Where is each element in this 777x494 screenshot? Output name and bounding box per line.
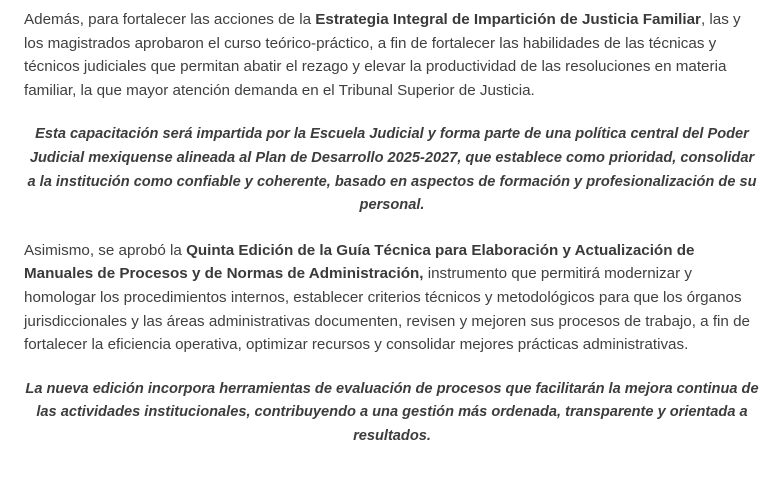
paragraph-guide	[24, 239, 760, 357]
paragraph-guide-body: instrumento que permitirá modernizar y homologar los procedimientos internos, establecer criterios técnicos y metodológicos para que los órganos jurisdiccionales y las áreas administrativas documenten, revisen y mejoren sus procesos de trabajo, a fin de fortalecer la eficiencia operativa, optimizar recursos y consolidar mejores prácticas administrativas.	[24, 265, 750, 354]
guide-name: Quinta Edición de la Guía Técnica para Elaboración y Actualización de Manuales de Procesos y de Normas de Administración,	[24, 241, 695, 283]
paragraph-strategy-intro: Además, para fortalecer las acciones de la	[24, 11, 316, 28]
paragraph-strategy	[24, 8, 760, 102]
strategy-name: Estrategia Integral de Impartición de Justicia Familiar	[315, 11, 701, 28]
highlight-quote-edition: La nueva edición incorpora herramientas de evaluación de procesos que facilitarán la mejora continua de las actividades institucionales, contribuyendo a una gestión más ordenada, transparente y orientada a resultados.	[25, 380, 759, 444]
paragraph-strategy-body: , las y los magistrados aprobaron el curso teórico-práctico, a fin de fortalecer las habilidades de las técnicas y técnicos judiciales que permitan abatir el rezago y elevar la productividad de las resoluciones en materia familiar, la que mayor atención demanda en el Tribunal Superior de Justicia.	[24, 11, 741, 99]
paragraph-guide-intro: Asimismo, se aprobó la	[24, 241, 187, 259]
article-body	[24, 8, 760, 470]
highlight-quote-training: Esta capacitación será impartida por la Escuela Judicial y forma parte de una política central del Poder Judicial mexiquense alineada al Plan de Desarrollo 2025-2027, que establece como prioridad, consolidar a la institución como confiable y coherente, basado en aspectos de formación y profesionalización de su personal.	[27, 126, 757, 214]
